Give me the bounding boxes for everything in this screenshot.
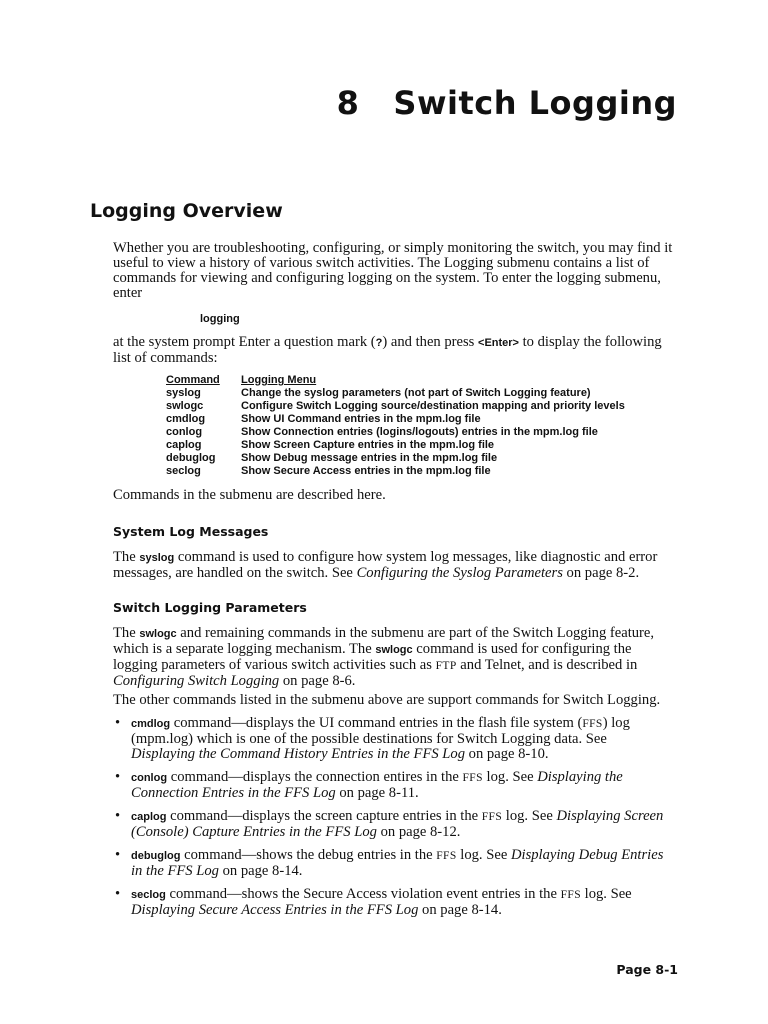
bullet-command: caplog xyxy=(131,811,167,823)
command-name: seclog xyxy=(166,465,201,477)
bullet-text: log. See xyxy=(482,769,538,785)
bullet-text: on page 8-12. xyxy=(376,824,461,840)
bullet-command: cmdlog xyxy=(131,718,171,730)
swlog-text-5: on page 8-6. xyxy=(279,673,356,689)
swlog-heading: Switch Logging Parameters xyxy=(113,600,307,615)
prompt-text-1: at the system prompt Enter a question mark ( xyxy=(113,334,376,350)
bullet-icon: • xyxy=(115,715,121,731)
list-item xyxy=(113,716,673,762)
header-logging-menu: Logging Menu xyxy=(241,374,317,386)
chapter-title xyxy=(337,84,677,122)
table-row xyxy=(166,439,625,452)
syslog-text-3: on page 8-2. xyxy=(562,565,640,581)
bullet-text: ) log (mpm.log) which is one of the possible destinations for Switch Logging data. See xyxy=(131,715,630,747)
chapter-number: 8 xyxy=(336,84,360,122)
chapter-name: Switch Logging xyxy=(393,84,677,122)
ftp-abbrev: FTP xyxy=(435,660,457,672)
prompt-text-3: to display the following list of commands: xyxy=(113,334,662,366)
command-name: cmdlog xyxy=(166,413,206,425)
command-name: swlogc xyxy=(166,400,204,412)
table-row xyxy=(166,465,625,478)
bullet-reference-link[interactable]: Displaying Screen (Console) Capture Entries in the FFS Log xyxy=(131,808,664,840)
ffs-abbrev: FFS xyxy=(462,772,483,784)
bullet-command: conlog xyxy=(131,772,168,784)
bullet-icon: • xyxy=(115,808,121,824)
swlog-paragraph xyxy=(113,626,673,689)
bullet-text: command—shows the debug entries in the xyxy=(180,847,437,863)
table-row xyxy=(166,387,625,400)
ffs-abbrev: FFS xyxy=(481,811,503,823)
bullet-reference-link[interactable]: Displaying the Command History Entries in the FFS Log xyxy=(131,746,466,762)
bullet-text: log. See xyxy=(456,847,511,863)
bullet-text: command—displays the connection entires in the xyxy=(167,769,463,785)
bullet-command: debuglog xyxy=(131,850,181,862)
command-description: Show Screen Capture entries in the mpm.log file xyxy=(241,439,495,451)
bullet-text: on page 8-11. xyxy=(335,785,419,801)
swlogc-command: swlogc xyxy=(375,644,413,656)
bullet-text: on page 8-14. xyxy=(218,863,303,879)
enter-key: <Enter> xyxy=(478,337,519,349)
swlog-reference-link[interactable]: Configuring Switch Logging xyxy=(113,673,280,689)
command-description: Change the syslog parameters (not part of Switch Logging feature) xyxy=(241,387,591,399)
syslog-text-1: The xyxy=(113,549,140,565)
header-command: Command xyxy=(166,374,220,386)
ffs-abbrev: FFS xyxy=(436,850,457,862)
bullet-reference-link[interactable]: Displaying the Connection Entries in the FFS Log xyxy=(131,769,623,801)
bullet-text: on page 8-10. xyxy=(465,746,549,762)
logging-command: logging xyxy=(200,313,240,325)
command-name: syslog xyxy=(166,387,201,399)
list-item xyxy=(113,887,673,918)
swlogc-command: swlogc xyxy=(139,628,177,640)
bullet-text: command—displays the UI command entries in the flash file system ( xyxy=(170,715,583,731)
command-name: caplog xyxy=(166,439,202,451)
command-description: Show UI Command entries in the mpm.log file xyxy=(241,413,481,425)
swlog-text-3: command is used for configuring the logging parameters of various switch activities such as xyxy=(113,641,632,673)
ffs-abbrev: FFS xyxy=(560,889,581,901)
syslog-command: syslog xyxy=(139,552,175,564)
bullet-command: seclog xyxy=(131,889,166,901)
syslog-paragraph xyxy=(113,550,673,581)
command-description: Show Secure Access entries in the mpm.log file xyxy=(241,465,491,477)
support-command-list xyxy=(113,716,673,926)
page-number: Page 8-1 xyxy=(616,962,678,977)
table-row xyxy=(166,452,625,465)
prompt-paragraph xyxy=(113,335,673,366)
swlog-text-4: and Telnet, and is described in xyxy=(456,657,638,673)
list-item xyxy=(113,809,673,840)
submenu-note: Commands in the submenu are described here. xyxy=(113,487,386,503)
intro-paragraph: Whether you are troubleshooting, configuring, or simply monitoring the switch, you may find it useful to view a history of various switch activities. The Logging submenu contains a list of commands for viewing and configuring logging on the system. To enter the logging submenu, enter xyxy=(113,240,673,301)
command-name: conlog xyxy=(166,426,203,438)
syslog-reference-link[interactable]: Configuring the Syslog Parameters xyxy=(356,565,563,581)
bullet-text: on page 8-14. xyxy=(418,902,502,918)
swlog-text-2: and remaining commands in the submenu are part of the Switch Logging feature, which is a separate logging mechanism. The xyxy=(113,625,655,657)
ffs-abbrev: FFS xyxy=(582,718,603,730)
swlog-text-1: The xyxy=(113,625,140,641)
prompt-text-2: ) and then press xyxy=(382,334,479,350)
bullet-text: log. See xyxy=(581,886,632,902)
table-row xyxy=(166,426,625,439)
command-description: Configure Switch Logging source/destination mapping and priority levels xyxy=(241,400,625,412)
table-row xyxy=(166,413,625,426)
command-description: Show Debug message entries in the mpm.log file xyxy=(241,452,498,464)
command-table-header xyxy=(166,374,625,387)
table-row xyxy=(166,400,625,413)
bullet-text: command—shows the Secure Access violation event entries in the xyxy=(165,886,561,902)
bullet-reference-link[interactable]: Displaying Debug Entries in the FFS Log xyxy=(131,847,664,879)
bullet-icon: • xyxy=(115,886,121,902)
bullet-reference-link[interactable]: Displaying Secure Access Entries in the FFS Log xyxy=(131,902,419,918)
bullet-icon: • xyxy=(115,847,121,863)
list-item xyxy=(113,848,673,879)
syslog-heading: System Log Messages xyxy=(113,524,269,539)
section-title: Logging Overview xyxy=(90,200,283,222)
command-description: Show Connection entries (logins/logouts) entries in the mpm.log file xyxy=(241,426,598,438)
command-table xyxy=(166,374,625,478)
bullet-text: command—displays the screen capture entries in the xyxy=(166,808,482,824)
list-item xyxy=(113,770,673,801)
question-mark-key: ? xyxy=(375,337,383,349)
syslog-text-2: command is used to configure how system log messages, like diagnostic and error messages, are handled on the switch. See xyxy=(113,549,658,581)
bullet-text: log. See xyxy=(502,808,557,824)
other-commands-paragraph: The other commands listed in the submenu above are support commands for Switch Logging. xyxy=(113,692,661,708)
command-name: debuglog xyxy=(166,452,216,464)
bullet-icon: • xyxy=(115,769,121,785)
